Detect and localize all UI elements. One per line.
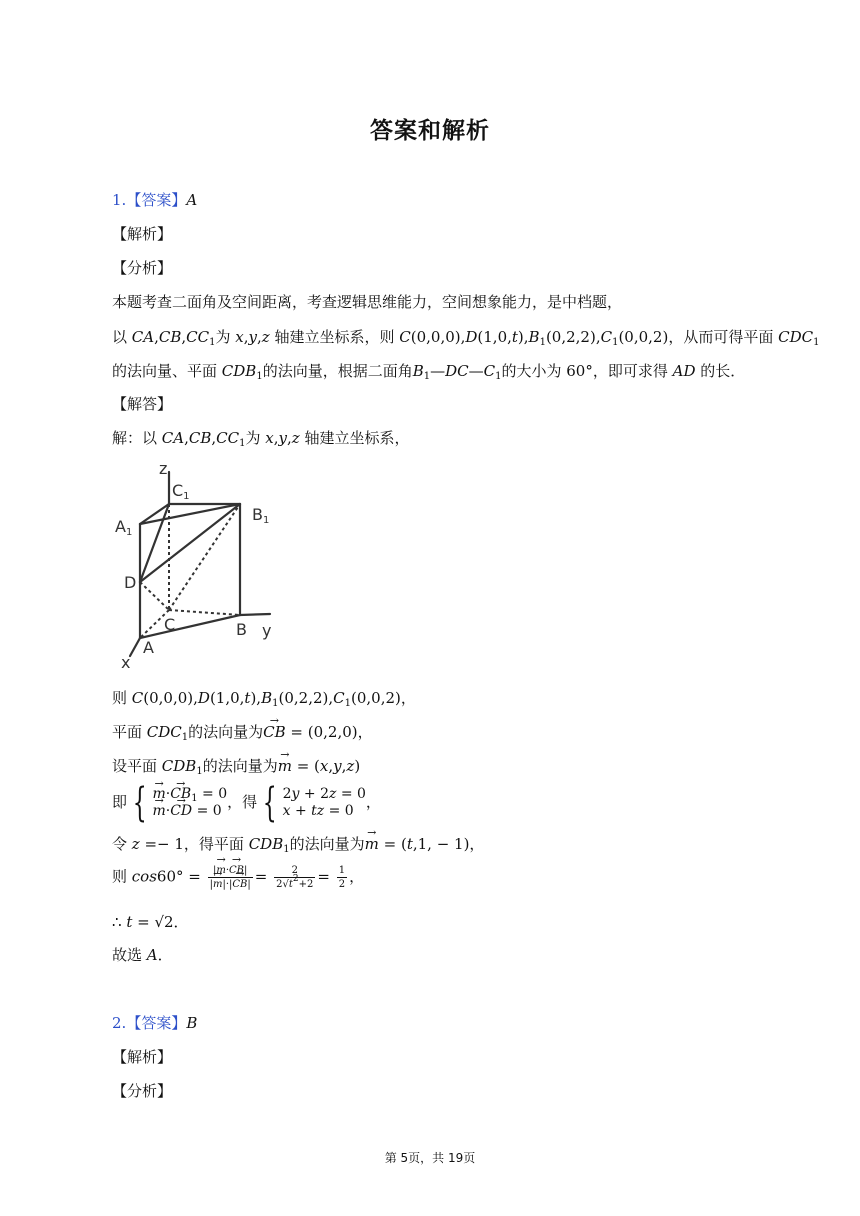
left-brace-2: { bbox=[262, 780, 277, 826]
system-2: 2y + 2z = 0 x + tz = 0 bbox=[282, 786, 366, 819]
q1-jieda-line1: 解：以 $CA,CB,CC_1$为 x,y,z 轴建立坐标系， bbox=[112, 429, 410, 449]
label-y: y bbox=[262, 621, 272, 640]
prism-figure bbox=[112, 458, 288, 672]
q2-answer-line bbox=[112, 1013, 197, 1033]
q1-cos-line: 则 cos60° = $\frac{|\to m\cdot\to CB|}{|\to m|\cdot|\to CB|}$ = $\frac{2}{2√t^2+2}$ = $\frac{1}{2}$ ， bbox=[112, 864, 364, 891]
label-b1-main: B bbox=[252, 505, 263, 524]
system-1: → $m\cdot\to CB_1 = 0$ → m·→ CD = 0 bbox=[152, 786, 227, 820]
label-a1-main: A bbox=[115, 517, 126, 536]
q1-answer-value: A bbox=[186, 191, 198, 209]
label-c1-sub: 1 bbox=[183, 491, 190, 502]
q1-fenxi-tag: 【分析】 bbox=[112, 259, 173, 277]
page-footer: 第 5页，共 19页 bbox=[384, 1151, 476, 1165]
cos-fraction-1: $\frac{|\to m\cdot\to CB|}{|\to m|\cdot|\to CB|}$ bbox=[208, 864, 253, 891]
page-title: 答案和解析 bbox=[370, 118, 490, 144]
label-b1-sub: 1 bbox=[262, 515, 270, 526]
q2-fenxi-tag: 【分析】 bbox=[112, 1082, 173, 1100]
label-a1 bbox=[115, 517, 132, 538]
cos-fraction-3: $\frac{1}{2}$ bbox=[338, 865, 346, 890]
label-b1 bbox=[252, 505, 269, 526]
edge-c-b1-hidden bbox=[169, 504, 240, 610]
label-x: x bbox=[121, 653, 131, 672]
label-d: D bbox=[124, 573, 137, 592]
q2-answer-tag: 【答案】 bbox=[126, 1014, 187, 1032]
edge-a-b bbox=[140, 615, 240, 638]
left-brace: { bbox=[132, 780, 147, 826]
y-axis bbox=[240, 614, 270, 615]
label-a: A bbox=[143, 638, 154, 657]
prism-diagram bbox=[112, 458, 288, 672]
q2-answer-value: B bbox=[186, 1014, 198, 1032]
cos-fraction-2: $\frac{2}{2√t^2+2}$ bbox=[276, 865, 314, 890]
q1-normal-cdb1-line: 设平面 $CDB_1$的法向量为→ m = (x,y,z) bbox=[112, 756, 360, 776]
q1-let-z-line: 令 z =− 1，得平面 $CDB_1$的法向量为→ m = (t,1, − 1)， bbox=[112, 834, 484, 854]
x-axis bbox=[130, 638, 140, 656]
q2-number: 2. bbox=[112, 1014, 127, 1032]
q1-answer-tag: 【答案】 bbox=[126, 191, 187, 209]
q1-system-line: 即 {→ $m\cdot\to CB_1 = 0$ → m·→ CD = 0 ，得 { 2y + 2z = 0 x + tz = 0 ， bbox=[112, 783, 381, 823]
q1-number: 1. bbox=[112, 191, 127, 209]
label-c1-main: C bbox=[172, 481, 184, 500]
q1-answer-line bbox=[112, 190, 197, 210]
q1-normal-cdc1-line: 平面 $CDC_1$的法向量为→ CB = (0,2,0)， bbox=[112, 722, 373, 742]
q1-fenxi-line1: 本题考查二面角及空间距离，考查逻辑思维能力，空间想象能力，是中档题， bbox=[112, 293, 623, 311]
q1-fenxi-line3: 的法向量、平面 $CDB_1$的法向量，根据二面角$B_1—DC—C_1$的大小为 60°，即可求得 AD 的长． bbox=[112, 362, 746, 382]
q1-jieda-tag: 【解答】 bbox=[112, 395, 173, 413]
label-b: B bbox=[236, 620, 247, 639]
q2-jiexi-tag: 【解析】 bbox=[112, 1048, 173, 1066]
label-a1-sub: 1 bbox=[125, 527, 133, 538]
q1-result-line: ∴ t = √2． bbox=[112, 913, 189, 931]
label-z: z bbox=[159, 459, 168, 478]
q1-fenxi-line2: 以 $CA,CB,CC_1$为 x,y,z 轴建立坐标系，则 $C(0,0,0),D(1,0,t),B_1(0,2,2),C_1(0,0,2)$，从而可得平面 $CDC_1$ bbox=[112, 328, 820, 348]
q1-final-line: 故选 A． bbox=[112, 946, 173, 964]
q1-jiexi-tag: 【解析】 bbox=[112, 225, 173, 243]
q1-coords-line: 则 $C(0,0,0),D(1,0,t),B_1(0,2,2),C_1(0,0,2)$， bbox=[112, 689, 416, 709]
label-c1 bbox=[172, 481, 190, 502]
edge-d-c-hidden bbox=[140, 582, 169, 610]
label-c: C bbox=[164, 615, 176, 634]
edge-c-b-hidden bbox=[169, 610, 240, 615]
